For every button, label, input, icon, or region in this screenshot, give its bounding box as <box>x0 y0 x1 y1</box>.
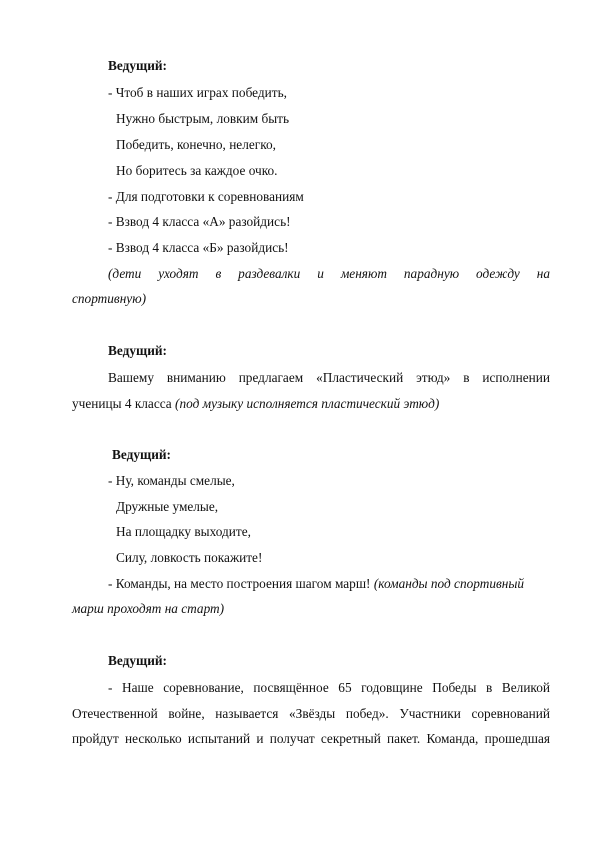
command-line: - Взвод 4 класса «А» разойдись! <box>108 214 291 229</box>
paragraph-line: Вашему вниманию предлагаем «Пластический этюд» в исполнении <box>108 370 550 385</box>
stage-direction: спортивную) <box>72 291 146 306</box>
verse-line: Силу, ловкость покажите! <box>116 550 263 565</box>
stage-direction: (дети уходят в раздевалки и меняют парадную одежду на <box>108 266 550 281</box>
command-text: - Команды, на место построения шагом марш! <box>108 576 374 591</box>
verse-line: - Ну, команды смелые, <box>108 473 235 488</box>
paragraph-line: пройдут несколько испытаний и получат секретный пакет. Команда, прошедшая <box>72 731 550 746</box>
stage-direction: (команды под спортивный <box>373 576 524 591</box>
paragraph-line: Отечественной войне, называется «Звёзды побед». Участники соревнований <box>72 706 550 721</box>
stage-direction: марш проходят на старт) <box>72 601 225 616</box>
command-line <box>108 576 524 592</box>
verse-line: Победить, конечно, нелегко, <box>116 137 276 152</box>
command-line: - Взвод 4 класса «Б» разойдись! <box>108 240 289 255</box>
speaker-label: Ведущий: <box>112 447 171 462</box>
paragraph-line: - Наше соревнование, посвящённое 65 годовщине Победы в Великой <box>108 680 550 695</box>
verse-line: - Чтоб в наших играх победить, <box>108 85 287 100</box>
speaker-label: Ведущий: <box>108 653 167 668</box>
speaker-label: Ведущий: <box>108 343 167 358</box>
command-line: - Для подготовки к соревнованиям <box>108 189 304 204</box>
verse-line: Нужно быстрым, ловким быть <box>116 111 290 126</box>
stage-direction: (под музыку исполняется пластический этюд) <box>175 396 440 411</box>
verse-line: На площадку выходите, <box>116 524 251 539</box>
paragraph-line <box>72 396 439 412</box>
paragraph-text: ученицы 4 класса <box>72 396 176 411</box>
speaker-label: Ведущий: <box>108 58 167 73</box>
verse-line: Но боритесь за каждое очко. <box>116 163 278 178</box>
verse-line: Дружные умелые, <box>116 499 219 514</box>
